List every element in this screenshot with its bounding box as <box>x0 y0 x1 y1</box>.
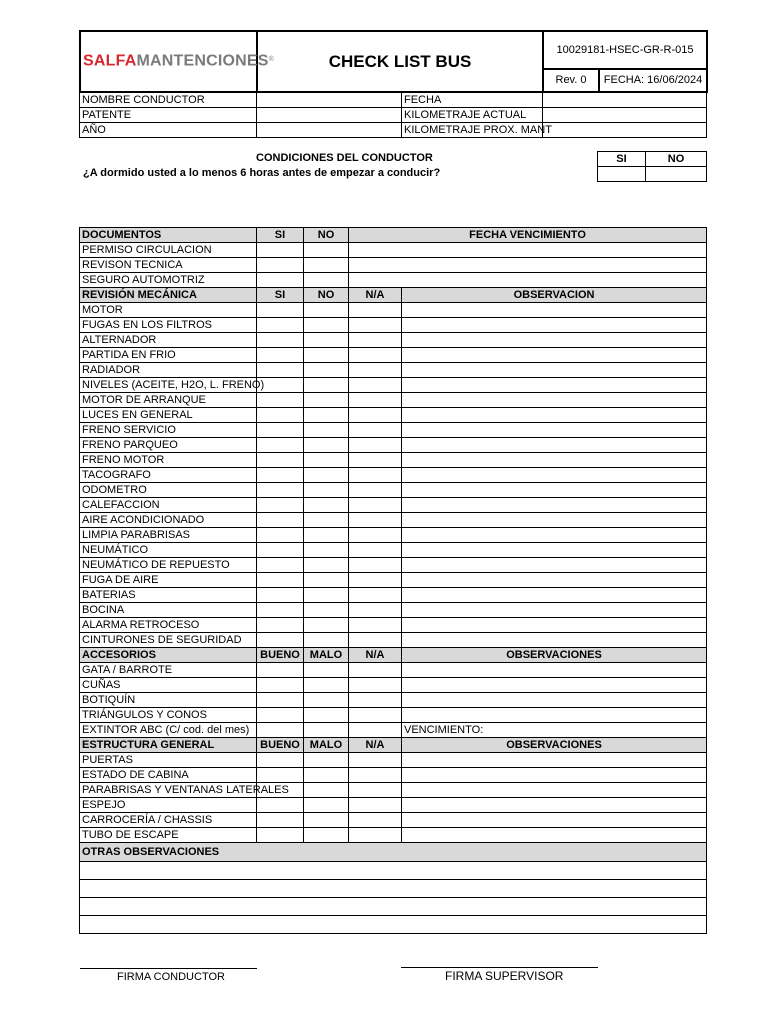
accesorios-na-cell[interactable] <box>349 723 402 738</box>
mecanica-item-label: NEUMÁTICO <box>80 543 257 558</box>
table-row <box>80 528 707 543</box>
mecanica-si-cell[interactable] <box>257 453 304 468</box>
accesorios-malo-header: MALO <box>304 648 349 663</box>
mecanica-no-cell[interactable] <box>304 348 349 363</box>
mecanica-observacion-cell[interactable] <box>402 558 707 573</box>
extintor-vencimiento-cell[interactable]: VENCIMIENTO: <box>402 723 707 738</box>
accesorios-obs-header: OBSERVACIONES <box>402 648 707 663</box>
table-row <box>80 498 707 513</box>
mecanica-item-label: ODOMETRO <box>80 483 257 498</box>
supervisor-signature-line[interactable] <box>401 967 598 968</box>
mecanica-si-cell[interactable] <box>257 513 304 528</box>
estructura-obs-header: OBSERVACIONES <box>402 738 707 753</box>
mecanica-item-label: LUCES EN GENERAL <box>80 408 257 423</box>
mecanica-item-label: PARTIDA EN FRIO <box>80 348 257 363</box>
table-row <box>80 663 707 678</box>
estructura-header-row <box>80 738 707 753</box>
mecanica-observacion-cell[interactable] <box>402 618 707 633</box>
estructura-item-label: ESPEJO <box>80 798 257 813</box>
observation-line-row <box>80 898 707 916</box>
mecanica-na-cell[interactable] <box>349 348 402 363</box>
table-row <box>80 303 707 318</box>
mecanica-na-cell[interactable] <box>349 363 402 378</box>
accesorios-item-label: BOTIQUÍN <box>80 693 257 708</box>
sleep-no-checkbox[interactable] <box>646 167 707 182</box>
km-actual-label: KILOMETRAJE ACTUAL <box>402 108 543 123</box>
accesorios-header: ACCESORIOS <box>80 648 257 663</box>
accesorios-item-label: TRIÁNGULOS Y CONOS <box>80 708 257 723</box>
table-row <box>80 408 707 423</box>
mecanica-na-cell[interactable] <box>349 453 402 468</box>
mecanica-item-label: ALTERNADOR <box>80 333 257 348</box>
estructura-observacion-cell[interactable] <box>402 783 707 798</box>
mecanica-na-cell[interactable] <box>349 528 402 543</box>
documento-no-cell[interactable] <box>304 273 349 288</box>
mecanica-no-cell[interactable] <box>304 333 349 348</box>
mecanica-observacion-cell[interactable] <box>402 543 707 558</box>
mecanica-na-header: N/A <box>349 288 402 303</box>
mecanica-no-cell[interactable] <box>304 468 349 483</box>
table-row <box>80 378 707 393</box>
table-row <box>80 708 707 723</box>
table-row <box>80 723 707 738</box>
estructura-na-cell[interactable] <box>349 813 402 828</box>
estructura-header: ESTRUCTURA GENERAL <box>80 738 257 753</box>
mecanica-si-cell[interactable] <box>257 588 304 603</box>
sleep-si-label: SI <box>598 152 646 167</box>
documentos-no-header: NO <box>304 228 349 243</box>
mecanica-item-label: NIVELES (ACEITE, H2O, L. FRENO) <box>80 378 257 393</box>
mecanica-no-header: NO <box>304 288 349 303</box>
observation-line-row <box>80 880 707 898</box>
otras-header-row <box>80 843 707 862</box>
estructura-malo-cell[interactable] <box>304 798 349 813</box>
estructura-observacion-cell[interactable] <box>402 813 707 828</box>
fecha-field[interactable] <box>543 93 707 108</box>
mecanica-si-cell[interactable] <box>257 348 304 363</box>
mecanica-header: REVISIÓN MECÁNICA <box>80 288 257 303</box>
mecanica-no-cell[interactable] <box>304 603 349 618</box>
mecanica-na-cell[interactable] <box>349 588 402 603</box>
documento-vencimiento-cell[interactable] <box>349 243 707 258</box>
driver-info-table <box>79 92 707 138</box>
mecanica-na-cell[interactable] <box>349 618 402 633</box>
mecanica-observacion-cell[interactable] <box>402 633 707 648</box>
mecanica-observacion-cell[interactable] <box>402 378 707 393</box>
estructura-bueno-cell[interactable] <box>257 768 304 783</box>
table-row <box>80 483 707 498</box>
mecanica-obs-header: OBSERVACION <box>402 288 707 303</box>
mecanica-item-label: MOTOR <box>80 303 257 318</box>
mecanica-item-label: FUGAS EN LOS FILTROS <box>80 318 257 333</box>
documento-no-cell[interactable] <box>304 243 349 258</box>
documento-item-label: PERMISO CIRCULACION <box>80 243 257 258</box>
mecanica-si-cell[interactable] <box>257 423 304 438</box>
mecanica-na-cell[interactable] <box>349 498 402 513</box>
table-row <box>80 813 707 828</box>
estructura-observacion-cell[interactable] <box>402 798 707 813</box>
mecanica-si-cell[interactable] <box>257 603 304 618</box>
mecanica-si-cell[interactable] <box>257 468 304 483</box>
mecanica-si-cell[interactable] <box>257 438 304 453</box>
documentos-si-header: SI <box>257 228 304 243</box>
mecanica-observacion-cell[interactable] <box>402 348 707 363</box>
table-row <box>80 438 707 453</box>
mecanica-na-cell[interactable] <box>349 318 402 333</box>
table-row <box>80 633 707 648</box>
mecanica-si-cell[interactable] <box>257 633 304 648</box>
table-row <box>80 423 707 438</box>
mecanica-si-cell[interactable] <box>257 618 304 633</box>
mecanica-no-cell[interactable] <box>304 528 349 543</box>
estructura-malo-cell[interactable] <box>304 828 349 843</box>
accesorios-malo-cell[interactable] <box>304 708 349 723</box>
mecanica-si-cell[interactable] <box>257 558 304 573</box>
document-header <box>79 30 708 93</box>
documento-si-cell[interactable] <box>257 273 304 288</box>
accesorios-bueno-cell[interactable] <box>257 708 304 723</box>
accesorios-observacion-cell[interactable] <box>402 708 707 723</box>
observation-line-row <box>80 862 707 880</box>
documentos-header: DOCUMENTOS <box>80 228 257 243</box>
mecanica-no-cell[interactable] <box>304 588 349 603</box>
mecanica-item-label: BATERIAS <box>80 588 257 603</box>
estructura-na-cell[interactable] <box>349 768 402 783</box>
estructura-na-header: N/A <box>349 738 402 753</box>
observation-line[interactable] <box>80 862 707 880</box>
accesorios-observacion-cell[interactable] <box>402 678 707 693</box>
table-row <box>80 393 707 408</box>
estructura-observacion-cell[interactable] <box>402 768 707 783</box>
accesorios-item-label: GATA / BARROTE <box>80 663 257 678</box>
mecanica-observacion-cell[interactable] <box>402 513 707 528</box>
accesorios-na-cell[interactable] <box>349 708 402 723</box>
mecanica-observacion-cell[interactable] <box>402 588 707 603</box>
documento-item-label: REVISON TECNICA <box>80 258 257 273</box>
mecanica-observacion-cell[interactable] <box>402 408 707 423</box>
mecanica-si-cell[interactable] <box>257 408 304 423</box>
mecanica-item-label: FRENO SERVICIO <box>80 423 257 438</box>
nombre-conductor-label: NOMBRE CONDUCTOR <box>80 93 257 108</box>
mecanica-observacion-cell[interactable] <box>402 573 707 588</box>
mecanica-observacion-cell[interactable] <box>402 303 707 318</box>
sleep-si-checkbox[interactable] <box>598 167 646 182</box>
mecanica-item-label: BOCINA <box>80 603 257 618</box>
estructura-na-cell[interactable] <box>349 753 402 768</box>
fecha-vencimiento-header: FECHA VENCIMIENTO <box>349 228 707 243</box>
document-date: FECHA: 16/06/2024 <box>599 69 707 92</box>
table-row <box>80 273 707 288</box>
estructura-malo-cell[interactable] <box>304 813 349 828</box>
mecanica-si-cell[interactable] <box>257 573 304 588</box>
table-row <box>80 513 707 528</box>
estructura-item-label: TUBO DE ESCAPE <box>80 828 257 843</box>
document-title: CHECK LIST BUS <box>257 31 543 92</box>
table-row <box>80 348 707 363</box>
table-row <box>80 798 707 813</box>
mecanica-na-cell[interactable] <box>349 333 402 348</box>
estructura-item-label: CARROCERÍA / CHASSIS <box>80 813 257 828</box>
sleep-question: ¿A dormido usted a lo menos 6 horas antes de empezar a conducir? <box>83 167 441 179</box>
accesorios-malo-cell[interactable] <box>304 663 349 678</box>
supervisor-signature-label: FIRMA SUPERVISOR <box>445 969 564 983</box>
mecanica-na-cell[interactable] <box>349 603 402 618</box>
mecanica-si-cell[interactable] <box>257 498 304 513</box>
accesorios-malo-cell[interactable] <box>304 693 349 708</box>
table-row <box>80 318 707 333</box>
checklist-table <box>79 227 707 934</box>
otras-observaciones-header: OTRAS OBSERVACIONES <box>80 843 707 862</box>
fecha-label: FECHA <box>402 93 543 108</box>
mecanica-na-cell[interactable] <box>349 393 402 408</box>
mecanica-item-label: CINTURONES DE SEGURIDAD <box>80 633 257 648</box>
mecanica-item-label: FRENO PARQUEO <box>80 438 257 453</box>
mecanica-observacion-cell[interactable] <box>402 438 707 453</box>
table-row <box>80 768 707 783</box>
accesorios-bueno-cell[interactable] <box>257 693 304 708</box>
mecanica-si-cell[interactable] <box>257 318 304 333</box>
estructura-item-label: PUERTAS <box>80 753 257 768</box>
logo-text-red: SALFA <box>83 52 137 70</box>
table-row <box>80 783 707 798</box>
accesorios-header-row <box>80 648 707 663</box>
table-row <box>80 468 707 483</box>
accesorios-na-cell[interactable] <box>349 693 402 708</box>
mecanica-na-cell[interactable] <box>349 408 402 423</box>
mecanica-observacion-cell[interactable] <box>402 498 707 513</box>
table-row <box>80 543 707 558</box>
mecanica-no-cell[interactable] <box>304 438 349 453</box>
mecanica-no-cell[interactable] <box>304 483 349 498</box>
company-logo <box>80 31 274 92</box>
estructura-bueno-cell[interactable] <box>257 828 304 843</box>
logo-registered-mark: ® <box>268 56 274 64</box>
km-prox-label: KILOMETRAJE PROX. MANT <box>402 123 543 138</box>
mecanica-no-cell[interactable] <box>304 513 349 528</box>
mecanica-item-label: FRENO MOTOR <box>80 453 257 468</box>
accesorios-bueno-cell[interactable] <box>257 678 304 693</box>
mecanica-item-label: RADIADOR <box>80 363 257 378</box>
mecanica-si-cell[interactable] <box>257 528 304 543</box>
estructura-bueno-cell[interactable] <box>257 813 304 828</box>
mecanica-no-cell[interactable] <box>304 393 349 408</box>
estructura-na-cell[interactable] <box>349 798 402 813</box>
mecanica-si-cell[interactable] <box>257 483 304 498</box>
observation-line-row <box>80 916 707 934</box>
mecanica-observacion-cell[interactable] <box>402 528 707 543</box>
mecanica-observacion-cell[interactable] <box>402 453 707 468</box>
mecanica-item-label: FUGA DE AIRE <box>80 573 257 588</box>
mecanica-observacion-cell[interactable] <box>402 603 707 618</box>
estructura-malo-cell[interactable] <box>304 768 349 783</box>
documentos-header-row <box>80 228 707 243</box>
accesorios-observacion-cell[interactable] <box>402 663 707 678</box>
mecanica-na-cell[interactable] <box>349 558 402 573</box>
mecanica-no-cell[interactable] <box>304 408 349 423</box>
accesorios-observacion-cell[interactable] <box>402 693 707 708</box>
nombre-conductor-field[interactable] <box>257 93 402 108</box>
mecanica-no-cell[interactable] <box>304 543 349 558</box>
mecanica-no-cell[interactable] <box>304 453 349 468</box>
anio-label: AÑO <box>80 123 257 138</box>
accesorios-malo-cell[interactable] <box>304 678 349 693</box>
mecanica-si-cell[interactable] <box>257 363 304 378</box>
accesorios-bueno-cell[interactable] <box>257 723 304 738</box>
table-row <box>80 558 707 573</box>
km-prox-field[interactable] <box>543 123 707 138</box>
mecanica-si-cell[interactable] <box>257 333 304 348</box>
km-actual-field[interactable] <box>543 108 707 123</box>
mecanica-observacion-cell[interactable] <box>402 393 707 408</box>
accesorios-item-label: EXTINTOR ABC (C/ cod. del mes) <box>80 723 257 738</box>
mecanica-item-label: TACOGRAFO <box>80 468 257 483</box>
mecanica-no-cell[interactable] <box>304 423 349 438</box>
accesorios-na-cell[interactable] <box>349 663 402 678</box>
table-row <box>80 258 707 273</box>
mecanica-na-cell[interactable] <box>349 468 402 483</box>
estructura-malo-cell[interactable] <box>304 753 349 768</box>
mecanica-item-label: ALARMA RETROCESO <box>80 618 257 633</box>
mecanica-na-cell[interactable] <box>349 378 402 393</box>
documento-si-cell[interactable] <box>257 258 304 273</box>
documento-vencimiento-cell[interactable] <box>349 273 707 288</box>
mecanica-no-cell[interactable] <box>304 378 349 393</box>
observation-line[interactable] <box>80 898 707 916</box>
mecanica-na-cell[interactable] <box>349 633 402 648</box>
mecanica-no-cell[interactable] <box>304 303 349 318</box>
patente-field[interactable] <box>257 108 402 123</box>
table-row <box>80 828 707 843</box>
observation-line[interactable] <box>80 880 707 898</box>
mecanica-item-label: MOTOR DE ARRANQUE <box>80 393 257 408</box>
table-row <box>80 573 707 588</box>
table-row <box>80 333 707 348</box>
mecanica-no-cell[interactable] <box>304 618 349 633</box>
table-row <box>80 453 707 468</box>
estructura-malo-header: MALO <box>304 738 349 753</box>
accesorios-na-cell[interactable] <box>349 678 402 693</box>
table-row <box>80 618 707 633</box>
mecanica-no-cell[interactable] <box>304 363 349 378</box>
accesorios-malo-cell[interactable] <box>304 723 349 738</box>
documento-item-label: SEGURO AUTOMOTRIZ <box>80 273 257 288</box>
mecanica-na-cell[interactable] <box>349 513 402 528</box>
logo-text-gray: MANTENCIONES <box>136 52 269 70</box>
estructura-item-label: ESTADO DE CABINA <box>80 768 257 783</box>
mecanica-header-row <box>80 288 707 303</box>
patente-label: PATENTE <box>80 108 257 123</box>
mecanica-observacion-cell[interactable] <box>402 333 707 348</box>
mecanica-si-cell[interactable] <box>257 303 304 318</box>
mecanica-no-cell[interactable] <box>304 633 349 648</box>
table-row <box>80 753 707 768</box>
mecanica-no-cell[interactable] <box>304 558 349 573</box>
mecanica-si-cell[interactable] <box>257 543 304 558</box>
documento-vencimiento-cell[interactable] <box>349 258 707 273</box>
conductor-signature-label: FIRMA CONDUCTOR <box>117 971 225 983</box>
mecanica-na-cell[interactable] <box>349 543 402 558</box>
mecanica-observacion-cell[interactable] <box>402 483 707 498</box>
estructura-malo-cell[interactable] <box>304 783 349 798</box>
mecanica-na-cell[interactable] <box>349 423 402 438</box>
mecanica-na-cell[interactable] <box>349 483 402 498</box>
mecanica-observacion-cell[interactable] <box>402 468 707 483</box>
mecanica-no-cell[interactable] <box>304 573 349 588</box>
mecanica-item-label: NEUMÁTICO DE REPUESTO <box>80 558 257 573</box>
mecanica-si-cell[interactable] <box>257 393 304 408</box>
mecanica-na-cell[interactable] <box>349 303 402 318</box>
condiciones-title: CONDICIONES DEL CONDUCTOR <box>256 152 433 164</box>
mecanica-na-cell[interactable] <box>349 438 402 453</box>
mecanica-item-label: AIRE ACONDICIONADO <box>80 513 257 528</box>
table-row <box>80 243 707 258</box>
mecanica-item-label: CALEFACCION <box>80 498 257 513</box>
estructura-bueno-header: BUENO <box>257 738 304 753</box>
table-row <box>80 588 707 603</box>
mecanica-item-label: LIMPIA PARABRISAS <box>80 528 257 543</box>
estructura-observacion-cell[interactable] <box>402 828 707 843</box>
sleep-answer-table <box>597 151 707 182</box>
table-row <box>80 693 707 708</box>
mecanica-observacion-cell[interactable] <box>402 363 707 378</box>
table-row <box>80 678 707 693</box>
estructura-na-cell[interactable] <box>349 828 402 843</box>
estructura-item-label: PARABRISAS Y VENTANAS LATERALES <box>80 783 257 798</box>
mecanica-observacion-cell[interactable] <box>402 318 707 333</box>
estructura-bueno-cell[interactable] <box>257 798 304 813</box>
estructura-bueno-cell[interactable] <box>257 753 304 768</box>
accesorios-item-label: CUÑAS <box>80 678 257 693</box>
documento-si-cell[interactable] <box>257 243 304 258</box>
accesorios-bueno-cell[interactable] <box>257 663 304 678</box>
anio-field[interactable] <box>257 123 402 138</box>
mecanica-si-header: SI <box>257 288 304 303</box>
observation-line[interactable] <box>80 916 707 934</box>
table-row <box>80 603 707 618</box>
mecanica-na-cell[interactable] <box>349 573 402 588</box>
accesorios-bueno-header: BUENO <box>257 648 304 663</box>
mecanica-observacion-cell[interactable] <box>402 423 707 438</box>
estructura-na-cell[interactable] <box>349 783 402 798</box>
estructura-observacion-cell[interactable] <box>402 753 707 768</box>
document-code: 10029181-HSEC-GR-R-015 <box>543 31 707 69</box>
documento-no-cell[interactable] <box>304 258 349 273</box>
sleep-no-label: NO <box>646 152 707 167</box>
revision-label: Rev. 0 <box>543 69 599 92</box>
conductor-signature-line[interactable] <box>80 968 257 969</box>
mecanica-no-cell[interactable] <box>304 498 349 513</box>
accesorios-na-header: N/A <box>349 648 402 663</box>
table-row <box>80 363 707 378</box>
mecanica-no-cell[interactable] <box>304 318 349 333</box>
